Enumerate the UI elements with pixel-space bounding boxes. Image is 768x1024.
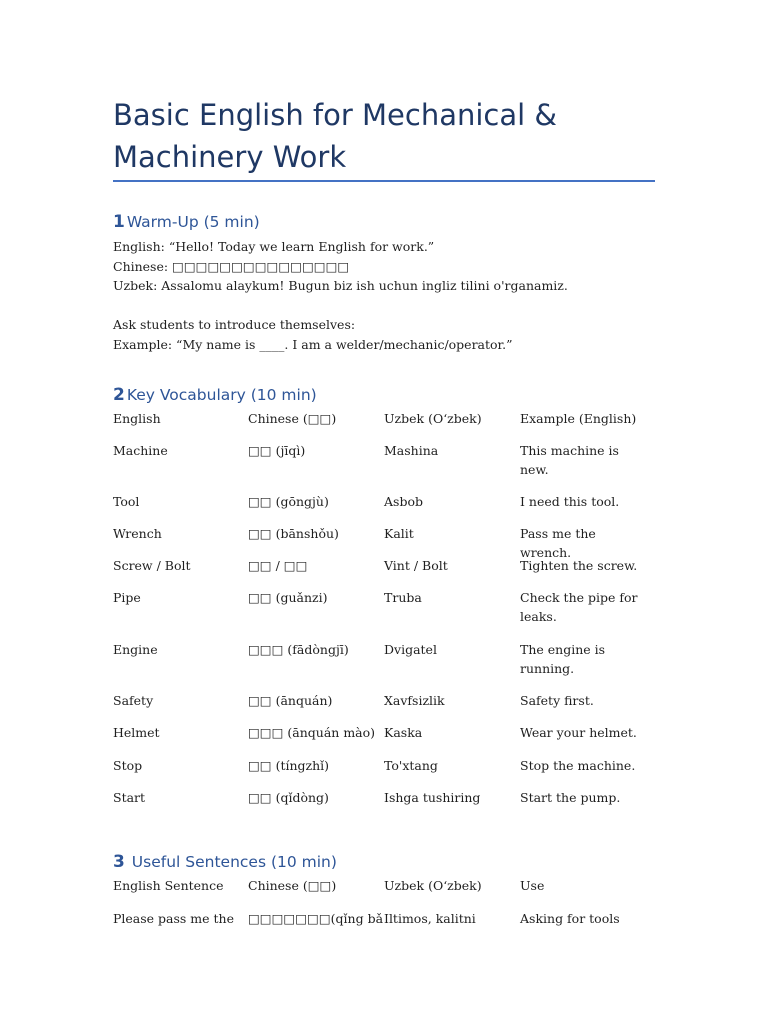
cell-english: Pipe bbox=[113, 590, 141, 605]
table-row bbox=[113, 909, 673, 941]
cell-example: Pass me the wrench. bbox=[520, 526, 596, 560]
title-underline bbox=[113, 180, 655, 182]
section-number-icon: 3 bbox=[113, 852, 125, 872]
sentences-heading bbox=[113, 852, 337, 872]
section-number-icon: 1 bbox=[113, 212, 125, 232]
warmup-line-chinese: Chinese: □□□□□□□□□□□□□□□ bbox=[113, 258, 350, 274]
warmup-line-uzbek: Uzbek: Assalomu alaykum! Bugun biz ish uchun ingliz tilini o'rganamiz. bbox=[113, 278, 568, 293]
vocab-heading bbox=[113, 385, 317, 405]
cell-english: Safety bbox=[113, 693, 154, 708]
cell-uzbek: Asbob bbox=[384, 494, 423, 509]
cell-uzbek: Iltimos, kalitni bbox=[384, 911, 476, 926]
cell-uzbek: Kaska bbox=[384, 725, 423, 740]
cell-example: This machine is new. bbox=[520, 443, 619, 477]
cell-chinese: □□ (ānquán) bbox=[248, 693, 333, 708]
cell-example: I need this tool. bbox=[520, 494, 620, 509]
column-header: Uzbek (O‘zbek) bbox=[384, 411, 482, 426]
paragraph-gap bbox=[113, 296, 673, 316]
column-header: Uzbek (O‘zbek) bbox=[384, 878, 482, 893]
cell-chinese: □□ (tíngzhǐ) bbox=[248, 758, 330, 773]
document-title bbox=[113, 94, 673, 178]
table-row bbox=[113, 588, 673, 640]
cell-example: Wear your helmet. bbox=[520, 725, 637, 740]
column-header: Chinese (□□) bbox=[248, 878, 337, 893]
cell-chinese: □□ (bānshǒu) bbox=[248, 526, 339, 541]
cell-chinese: □□ (guǎnzi) bbox=[248, 590, 328, 605]
table-row bbox=[113, 756, 673, 788]
cell-use: Asking for tools bbox=[520, 911, 620, 926]
cell-english: Stop bbox=[113, 758, 143, 773]
cell-english: Machine bbox=[113, 443, 168, 458]
cell-example: Start the pump. bbox=[520, 790, 621, 805]
cell-chinese: □□□ (fādòngjī) bbox=[248, 642, 349, 657]
sentences-header-row bbox=[113, 876, 673, 909]
section-number-icon: 2 bbox=[113, 385, 125, 405]
cell-example: The engine is running. bbox=[520, 642, 606, 676]
cell-uzbek: Dvigatel bbox=[384, 642, 437, 657]
column-header: Use bbox=[520, 878, 545, 893]
cell-uzbek: Mashina bbox=[384, 443, 439, 458]
cell-chinese: □□ (qǐdòng) bbox=[248, 790, 329, 805]
cell-uzbek: Kalit bbox=[384, 526, 414, 541]
sentences-table bbox=[113, 876, 673, 941]
cell-uzbek: Ishga tushiring bbox=[384, 790, 481, 805]
cell-english: Wrench bbox=[113, 526, 162, 541]
cell-chinese: □□□ (ānquán mào) bbox=[248, 725, 376, 740]
table-row bbox=[113, 556, 673, 588]
cell-example: Check the pipe for leaks. bbox=[520, 590, 638, 624]
cell-chinese: □□□□□□□(qǐng bǎ bbox=[248, 911, 384, 926]
vocab-table bbox=[113, 409, 673, 820]
vocab-heading-text: Key Vocabulary (10 min) bbox=[126, 386, 317, 404]
table-row bbox=[113, 691, 673, 723]
cell-english: Please pass me the bbox=[113, 911, 234, 926]
warmup-line-instruction: Ask students to introduce themselves: bbox=[113, 317, 356, 332]
cell-chinese: □□ / □□ bbox=[248, 558, 308, 573]
cell-english: Engine bbox=[113, 642, 158, 657]
cell-example: Safety first. bbox=[520, 693, 594, 708]
title-line-1: Basic English for Mechanical & bbox=[113, 98, 558, 132]
table-row bbox=[113, 441, 673, 492]
cell-uzbek: To'xtang bbox=[384, 758, 438, 773]
vocab-header-row bbox=[113, 409, 673, 441]
warmup-heading-text: Warm-Up (5 min) bbox=[126, 213, 260, 231]
title-line-2: Machinery Work bbox=[113, 140, 347, 174]
cell-example: Stop the machine. bbox=[520, 758, 636, 773]
warmup-body bbox=[113, 237, 673, 354]
cell-example: Tighten the screw. bbox=[520, 558, 638, 573]
table-row bbox=[113, 524, 673, 560]
warmup-line-english: English: “Hello! Today we learn English for work.” bbox=[113, 239, 435, 254]
cell-uzbek: Xavfsizlik bbox=[384, 693, 445, 708]
cell-chinese: □□ (gōngjù) bbox=[248, 494, 329, 509]
table-row bbox=[113, 723, 673, 756]
cell-uzbek: Vint / Bolt bbox=[384, 558, 448, 573]
warmup-heading bbox=[113, 212, 260, 232]
cell-english: Screw / Bolt bbox=[113, 558, 191, 573]
column-header: Example (English) bbox=[520, 411, 637, 426]
table-row bbox=[113, 640, 673, 691]
sentences-heading-text: Useful Sentences (10 min) bbox=[131, 853, 337, 871]
table-row bbox=[113, 788, 673, 820]
cell-chinese: □□ (jīqì) bbox=[248, 443, 306, 458]
column-header: English Sentence bbox=[113, 878, 224, 893]
column-header: Chinese (□□) bbox=[248, 411, 337, 426]
warmup-line-example: Example: “My name is ____. I am a welder/mechanic/operator.” bbox=[113, 336, 513, 352]
cell-english: Start bbox=[113, 790, 146, 805]
cell-english: Tool bbox=[113, 494, 140, 509]
column-header: English bbox=[113, 411, 161, 426]
table-row bbox=[113, 492, 673, 524]
cell-english: Helmet bbox=[113, 725, 160, 740]
cell-uzbek: Truba bbox=[384, 590, 422, 605]
